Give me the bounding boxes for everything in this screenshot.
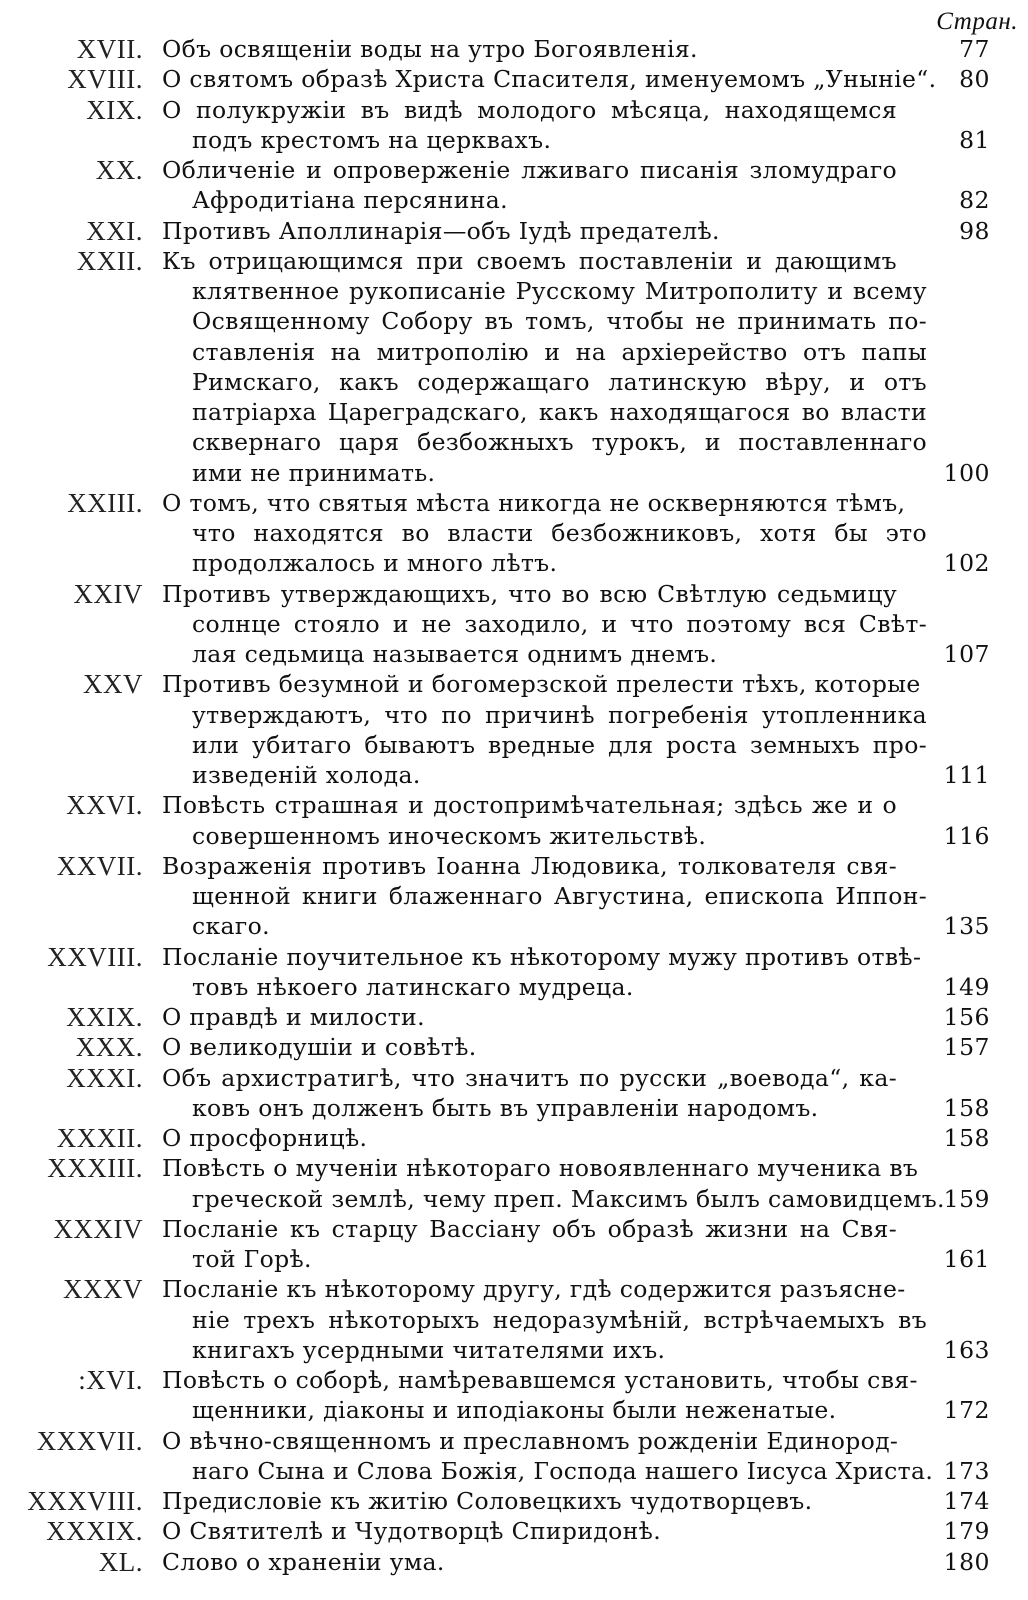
toc-line	[0, 851, 1028, 881]
toc-line	[0, 1032, 1028, 1062]
chapter-title-line: Противъ утверждающихъ, что во всю Свѣтлую седьмицу	[162, 579, 897, 608]
chapter-title-line: греческой землѣ, чему преп. Максимъ былъ самовидцемъ.	[192, 1184, 945, 1213]
toc-entry	[0, 1426, 1028, 1487]
toc-line	[0, 881, 1028, 911]
toc-entry	[0, 1547, 1028, 1577]
page-number: 158	[943, 1124, 990, 1152]
toc-entry	[0, 1063, 1028, 1124]
toc-entry	[0, 1516, 1028, 1546]
chapter-title-line: Освященному Собору въ томъ, чтобы не принимать по-	[192, 307, 927, 336]
toc-entry	[0, 95, 1028, 156]
chapter-title-line: О томъ, что святыя мѣста никогда не оскверняются тѣмъ,	[162, 488, 906, 517]
toc-entry	[0, 1486, 1028, 1516]
chapter-title-line: Слово о храненіи ума.	[162, 1547, 445, 1576]
page-number: 161	[943, 1245, 990, 1273]
chapter-number: XX.	[95, 155, 143, 185]
toc-line	[0, 337, 1028, 367]
chapter-title-line: продолжалось и много лѣтъ.	[192, 549, 558, 578]
chapter-number: XXXIV	[53, 1213, 143, 1244]
table-of-contents	[0, 34, 1028, 1577]
toc-line	[0, 1426, 1028, 1456]
chapter-number: XXVII.	[56, 850, 143, 881]
toc-line	[0, 1063, 1028, 1093]
toc-line	[0, 548, 1028, 578]
toc-entry	[0, 216, 1028, 246]
chapter-number: XXX.	[75, 1032, 143, 1063]
page-number: 111	[943, 761, 990, 789]
chapter-number: XVII.	[76, 34, 143, 64]
toc-entry	[0, 1002, 1028, 1032]
toc-entry	[0, 246, 1028, 488]
chapter-number: XXV	[83, 669, 143, 700]
chapter-title-line: О Святителѣ и Чудотворцѣ Спиридонѣ.	[162, 1517, 662, 1546]
chapter-number: XXXIX.	[46, 1516, 143, 1547]
chapter-number: XXVI.	[66, 790, 143, 821]
chapter-title-line: подъ крестомъ на церквахъ.	[192, 125, 552, 154]
page-number: 80	[959, 65, 990, 94]
toc-line	[0, 1002, 1028, 1032]
chapter-title-line: Обличеніе и опроверженіе лживаго писанія зломудраго	[162, 156, 897, 184]
chapter-title-line: Повѣсть о мученіи нѣкотораго новоявленнаго мученика въ	[162, 1154, 919, 1183]
toc-line	[0, 1244, 1028, 1274]
page-number: 149	[943, 972, 990, 1001]
chapter-number: XL.	[98, 1546, 143, 1577]
chapter-title-line: или убитаго бываютъ вредные для роста земныхъ про-	[192, 730, 927, 759]
toc-line	[0, 458, 1028, 488]
toc-entry	[0, 1214, 1028, 1275]
toc-entry	[0, 669, 1028, 790]
page-number: 174	[943, 1487, 990, 1515]
chapter-title-line: Посланіе къ нѣкоторому другу, гдѣ содержится разъясне-	[162, 1275, 906, 1304]
chapter-title-line: О великодушіи и совѣтѣ.	[162, 1033, 477, 1062]
chapter-title-line: щенной книги блаженнаго Августина, епископа Иппон-	[192, 882, 927, 910]
chapter-number: XXXV	[63, 1274, 143, 1305]
toc-line	[0, 1274, 1028, 1304]
chapter-title-line: утверждаютъ, что по причинѣ погребенія утопленника	[192, 700, 927, 729]
chapter-title-line: изведеній холода.	[192, 761, 421, 789]
chapter-title-line: сквернаго царя безбожныхъ турокъ, и поставленнаго	[192, 428, 927, 457]
chapter-number: XXXIII.	[47, 1153, 143, 1184]
toc-line	[0, 518, 1028, 548]
toc-line	[0, 1365, 1028, 1395]
toc-line	[0, 1335, 1028, 1365]
chapter-title-line: лая седьмица называется однимъ днемъ.	[192, 640, 718, 668]
page-number: 100	[943, 458, 990, 487]
chapter-title-line: книгахъ усердными читателями ихъ.	[192, 1335, 666, 1364]
page-number: 180	[943, 1547, 990, 1576]
page-column-header: Стран.	[936, 8, 1018, 35]
chapter-title-line: О правдѣ и милости.	[162, 1003, 425, 1031]
toc-line	[0, 579, 1028, 609]
chapter-title-line: Посланіе къ старцу Вассіану объ образѣ жизни на Свя-	[162, 1214, 897, 1243]
page-number: 81	[959, 125, 990, 154]
page-number: 156	[943, 1003, 990, 1031]
chapter-title-line: Объ освященіи воды на утро Богоявленія.	[162, 35, 698, 63]
chapter-title-line: патріарха Цареградскаго, какъ находящагося во власти	[192, 398, 927, 426]
chapter-number: :XVI.	[78, 1365, 143, 1395]
chapter-title-line: О вѣчно-священномъ и преславномъ рожденіи Единород-	[162, 1426, 899, 1455]
toc-line	[0, 216, 1028, 246]
toc-line	[0, 1153, 1028, 1183]
chapter-title-line: ніе трехъ нѣкоторыхъ недоразумѣній, встрѣчаемыхъ въ	[192, 1305, 927, 1334]
toc-line	[0, 155, 1028, 185]
toc-line	[0, 276, 1028, 306]
toc-line	[0, 609, 1028, 639]
toc-line	[0, 821, 1028, 851]
chapter-number: XXII.	[76, 245, 143, 276]
page-number: 179	[943, 1517, 990, 1546]
toc-entry	[0, 1123, 1028, 1153]
chapter-number: XVIII.	[67, 64, 143, 95]
chapter-title-line: Повѣсть страшная и достопримѣчательная; здѣсь же и о	[162, 791, 897, 820]
chapter-number: XXIX.	[66, 1002, 143, 1032]
toc-line	[0, 760, 1028, 790]
chapter-title-line: Возраженія противъ Іоанна Людовика, толкователя свя-	[162, 851, 897, 880]
page-number: 158	[943, 1093, 990, 1122]
page-number: 98	[959, 216, 990, 245]
chapter-title-line: совершенномъ иноческомъ жительствѣ.	[192, 821, 707, 850]
toc-line	[0, 1516, 1028, 1546]
page-number: 163	[943, 1335, 990, 1364]
chapter-title-line: клятвенное рукописаніе Русскому Митрополиту и всему	[192, 277, 927, 305]
chapter-title-line: Противъ безумной и богомерзской прелести тѣхъ, которые	[162, 670, 921, 699]
toc-line	[0, 1093, 1028, 1123]
chapter-title-line: О святомъ образѣ Христа Спасителя, именуемомъ „Уныніе“.	[162, 65, 937, 94]
page-number: 159	[943, 1184, 990, 1213]
toc-line	[0, 1395, 1028, 1425]
toc-line	[0, 1305, 1028, 1335]
toc-line	[0, 1456, 1028, 1486]
toc-entry	[0, 851, 1028, 942]
toc-line	[0, 125, 1028, 155]
toc-entry	[0, 1032, 1028, 1062]
toc-line	[0, 942, 1028, 972]
toc-line	[0, 246, 1028, 276]
toc-line	[0, 1184, 1028, 1214]
toc-line	[0, 972, 1028, 1002]
chapter-number: XXVIII.	[47, 941, 143, 972]
toc-line	[0, 1214, 1028, 1244]
chapter-number: XIX.	[86, 94, 143, 125]
toc-line	[0, 700, 1028, 730]
chapter-title-line: ими не принимать.	[192, 458, 436, 487]
page-number: 157	[943, 1033, 990, 1062]
chapter-title-line: наго Сына и Слова Божія, Господа нашего Іисуса Христа.	[192, 1456, 934, 1485]
chapter-title-line: товъ нѣкоего латинскаго мудреца.	[192, 972, 634, 1001]
toc-line	[0, 639, 1028, 669]
chapter-title-line: Посланіе поучительное къ нѣкоторому мужу противъ отвѣ-	[162, 942, 922, 971]
toc-line	[0, 367, 1028, 397]
page-number: 82	[959, 186, 990, 215]
chapter-title-line: Предисловіе къ житію Соловецкихъ чудотворцевъ.	[162, 1487, 813, 1515]
chapter-title-line: Афродитіана персянина.	[192, 186, 508, 215]
toc-entry	[0, 34, 1028, 64]
page-number: 116	[943, 821, 990, 850]
chapter-number: XXIII.	[67, 487, 143, 518]
toc-line	[0, 95, 1028, 125]
toc-entry	[0, 579, 1028, 670]
chapter-number: XXXVIII.	[27, 1486, 143, 1516]
toc-line	[0, 1123, 1028, 1153]
chapter-title-line: солнце стояло и не заходило, и что поэтому вся Свѣт-	[192, 609, 927, 638]
chapter-number: XXI.	[86, 215, 143, 246]
toc-entry	[0, 1153, 1028, 1214]
page-number: 135	[943, 912, 990, 941]
chapter-title-line: что находятся во власти безбожниковъ, хотя бы это	[192, 519, 927, 547]
toc-entry	[0, 1365, 1028, 1426]
chapter-number: XXXII.	[56, 1123, 143, 1153]
chapter-title-line: ставленія на митрополію и на архіерейство отъ папы	[192, 337, 927, 366]
toc-line	[0, 306, 1028, 336]
toc-line	[0, 669, 1028, 699]
toc-line	[0, 427, 1028, 457]
toc-entry	[0, 488, 1028, 579]
page-number: 77	[959, 35, 990, 63]
chapter-title-line: Повѣсть о соборѣ, намѣревавшемся установить, чтобы свя-	[162, 1366, 918, 1394]
toc-line	[0, 397, 1028, 427]
chapter-title-line: ковъ онъ долженъ быть въ управленіи народомъ.	[192, 1093, 819, 1122]
chapter-number: XXIV	[73, 578, 143, 609]
chapter-title-line: О просфорницѣ.	[162, 1124, 368, 1152]
chapter-title-line: Противъ Аполлинарія—объ Іудѣ предателѣ.	[162, 216, 720, 245]
toc-entry	[0, 64, 1028, 94]
toc-line	[0, 34, 1028, 64]
toc-entry	[0, 1274, 1028, 1365]
chapter-title-line: Римскаго, какъ содержащаго латинскую вѣру, и отъ	[192, 367, 927, 396]
chapter-title-line: щенники, діаконы и иподіаконы были неженатые.	[192, 1396, 837, 1425]
toc-entry	[0, 942, 1028, 1003]
chapter-number: XXXVII.	[36, 1425, 143, 1456]
page-number: 107	[943, 640, 990, 668]
chapter-title-line: Объ архистратигѣ, что значитъ по русски „воевода“, ка-	[162, 1063, 897, 1092]
page-number: 173	[943, 1456, 990, 1485]
toc-line	[0, 911, 1028, 941]
toc-line	[0, 488, 1028, 518]
chapter-title-line: Къ отрицающимся при своемъ поставленіи и дающимъ	[162, 246, 897, 275]
toc-entry	[0, 790, 1028, 851]
page-number: 172	[943, 1396, 990, 1425]
chapter-title-line: О полукружіи въ видѣ молодого мѣсяца, находящемся	[162, 95, 897, 124]
chapter-number: XXXI.	[66, 1062, 143, 1093]
page-number: 102	[943, 549, 990, 578]
toc-line	[0, 1486, 1028, 1516]
toc-line	[0, 730, 1028, 760]
toc-line	[0, 64, 1028, 94]
toc-line	[0, 790, 1028, 820]
toc-entry	[0, 155, 1028, 216]
toc-line	[0, 185, 1028, 215]
chapter-title-line: той Горѣ.	[192, 1245, 312, 1273]
toc-line	[0, 1547, 1028, 1577]
chapter-title-line: скаго.	[192, 912, 270, 941]
